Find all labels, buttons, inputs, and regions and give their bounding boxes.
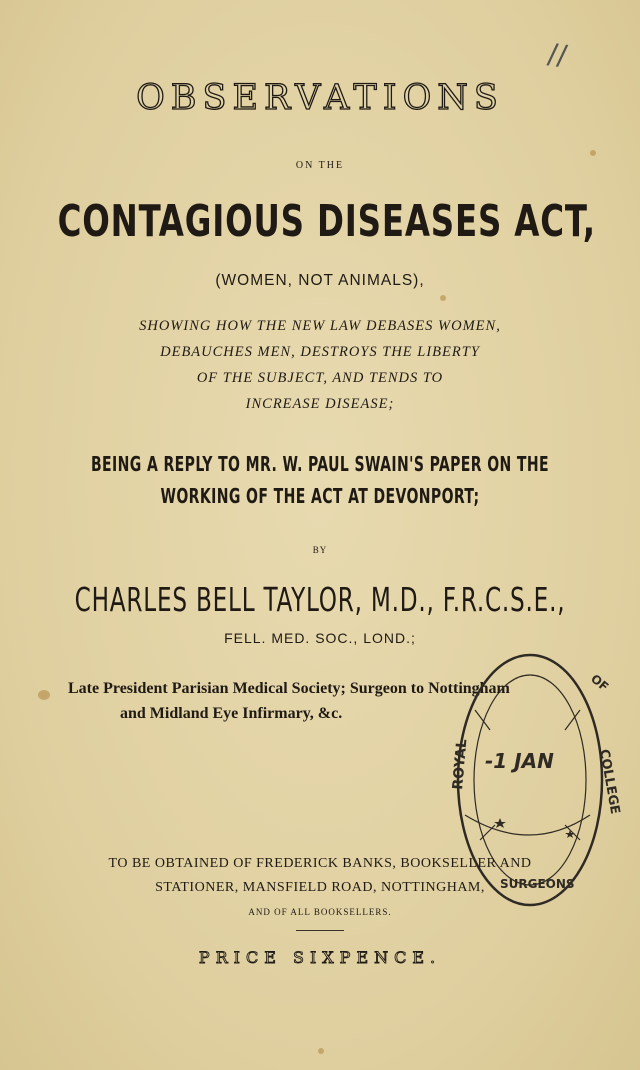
- act-title: CONTAGIOUS DISEASES ACT,: [57, 196, 596, 247]
- description-line: OF THE SUBJECT, AND TENDS TO: [196, 370, 444, 386]
- reply-line: WORKING OF THE ACT AT DEVONPORT;: [160, 484, 480, 508]
- svg-text:OF: OF: [588, 671, 612, 695]
- subtitle: (WOMEN, NOT ANIMALS),: [215, 272, 425, 289]
- author-fellowship: FELL. MED. SOC., LOND.;: [224, 630, 416, 646]
- publisher-line: TO BE OBTAINED OF FREDERICK BANKS, BOOKSELLER AND: [108, 856, 532, 871]
- on-the-label: ON THE: [295, 160, 345, 171]
- divider-rule: [296, 930, 344, 931]
- publisher-address: STATIONER, MANSFIELD ROAD, NOTTINGHAM,: [155, 880, 485, 895]
- booksellers-line: AND OF ALL BOOKSELLERS.: [248, 907, 392, 917]
- foxing-spot: [318, 1048, 324, 1054]
- description-line: SHOWING HOW THE NEW LAW DEBASES WOMEN,: [139, 318, 501, 334]
- affiliation-line: and Midland Eye Infirmary, &c.: [120, 705, 343, 722]
- price: PRICE SIXPENCE.: [198, 948, 442, 967]
- description-line: INCREASE DISEASE;: [245, 396, 395, 412]
- foxing-spot: [440, 295, 446, 301]
- svg-text:SURGEONS: SURGEONS: [500, 877, 575, 891]
- svg-text:-1 JAN: -1 JAN: [485, 749, 554, 773]
- library-stamp: [440, 640, 623, 920]
- stamp-graphic: [440, 640, 623, 920]
- foxing-spot: [38, 690, 50, 700]
- page-title: OBSERVATIONS: [136, 78, 504, 118]
- svg-text:ROYAL: ROYAL: [450, 738, 471, 791]
- reply-line: BEING A REPLY TO MR. W. PAUL SWAIN'S PAPER ON THE: [90, 452, 550, 476]
- affiliation-line: Late President Parisian Medical Society; Surgeon to Nottingham: [68, 680, 510, 697]
- foxing-spot: [590, 150, 596, 156]
- author-name: CHARLES BELL TAYLOR, M.D., F.R.C.S.E.,: [74, 580, 566, 619]
- description-line: DEBAUCHES MEN, DESTROYS THE LIBERTY: [160, 344, 480, 360]
- pencil-mark: //: [545, 36, 570, 73]
- by-label: BY: [312, 545, 328, 555]
- svg-text:COLLEGE: COLLEGE: [596, 748, 623, 816]
